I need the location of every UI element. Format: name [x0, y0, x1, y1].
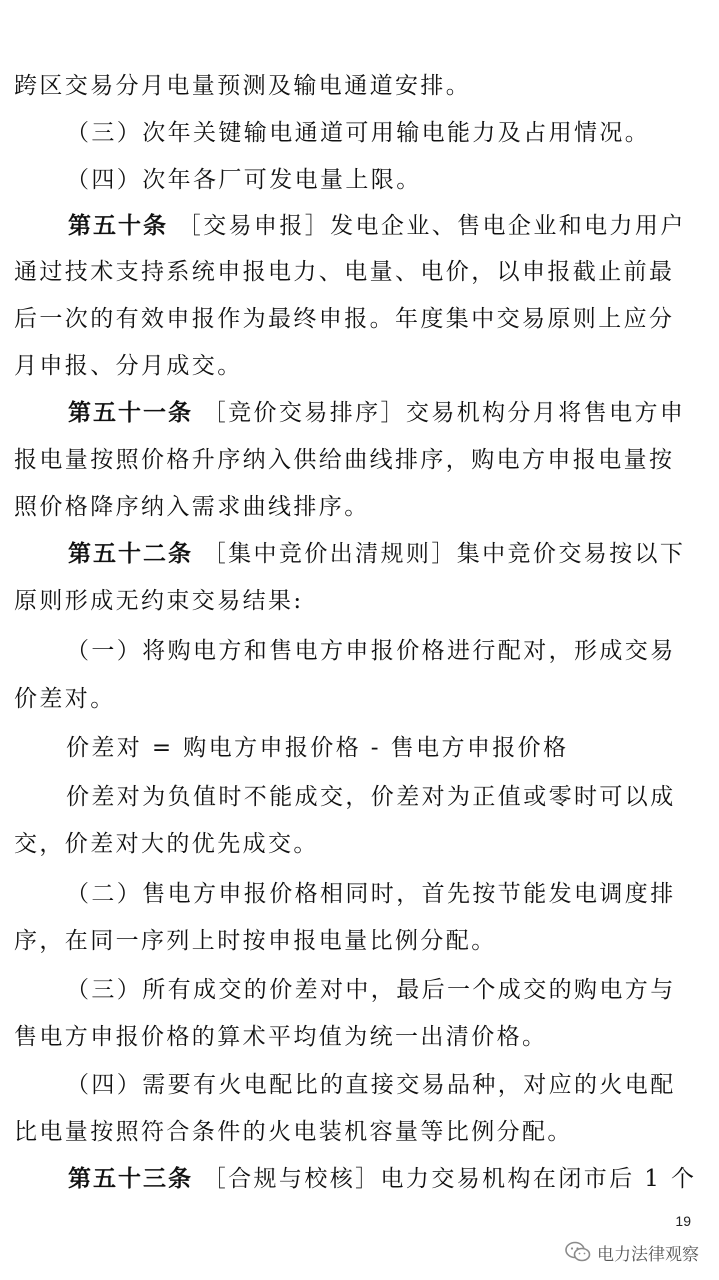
text-line: 价差对。	[14, 686, 116, 712]
article-heading: 第五十三条	[68, 1166, 193, 1192]
formula-line: 价差对 = 购电方申报价格 - 售电方申报价格	[66, 735, 569, 761]
text-line: 售电方申报价格的算术平均值为统一出清价格。	[14, 1024, 548, 1050]
text-line: 序，在同一序列上时按申报电量比例分配。	[14, 928, 497, 954]
text-line: （三）所有成交的价差对中，最后一个成交的购电方与	[66, 977, 676, 1003]
text-line: （二）售电方申报价格相同时，首先按节能发电调度排	[66, 881, 676, 907]
article-line: 第五十二条 ［集中竞价出清规则］集中竞价交易按以下	[68, 541, 686, 567]
text-line: 交，价差对大的优先成交。	[14, 831, 319, 857]
article-line: 第五十一条 ［竞价交易排序］交易机构分月将售电方申	[68, 400, 686, 426]
watermark-text: 电力法律观察	[597, 1244, 699, 1265]
watermark	[565, 1238, 699, 1266]
text-line: （四）需要有火电配比的直接交易品种，对应的火电配	[66, 1072, 676, 1098]
article-heading: 第五十一条	[68, 400, 193, 426]
text-line: （三）次年关键输电通道可用输电能力及占用情况。	[66, 120, 651, 146]
text-line: （一）将购电方和售电方申报价格进行配对，形成交易	[66, 638, 676, 664]
wechat-icon	[565, 1241, 591, 1263]
page-number: 19	[675, 1213, 691, 1229]
text-line: 跨区交易分月电量预测及输电通道安排。	[14, 73, 472, 99]
article-line: 第五十条 ［交易申报］发电企业、售电企业和电力用户	[68, 213, 686, 239]
article-line: 第五十三条 ［合规与校核］电力交易机构在闭市后 1 个	[68, 1166, 697, 1192]
text-line: （四）次年各厂可发电量上限。	[66, 167, 422, 193]
text-line: 通过技术支持系统申报电力、电量、电价，以申报截止前最	[14, 259, 675, 285]
article-heading: 第五十条	[68, 213, 168, 239]
text-line: 原则形成无约束交易结果:	[14, 588, 304, 614]
text-line: 报电量按照价格升序纳入供给曲线排序，购电方申报电量按	[14, 447, 675, 473]
text-line: 比电量按照符合条件的火电装机容量等比例分配。	[14, 1119, 573, 1145]
article-heading: 第五十二条	[68, 541, 193, 567]
text-line: 月申报、分月成交。	[14, 353, 243, 379]
text-line: 价差对为负值时不能成交，价差对为正值或零时可以成	[66, 784, 676, 810]
text-line: 照价格降序纳入需求曲线排序。	[14, 494, 370, 520]
text-line: 后一次的有效申报作为最终申报。年度集中交易原则上应分	[14, 306, 675, 332]
